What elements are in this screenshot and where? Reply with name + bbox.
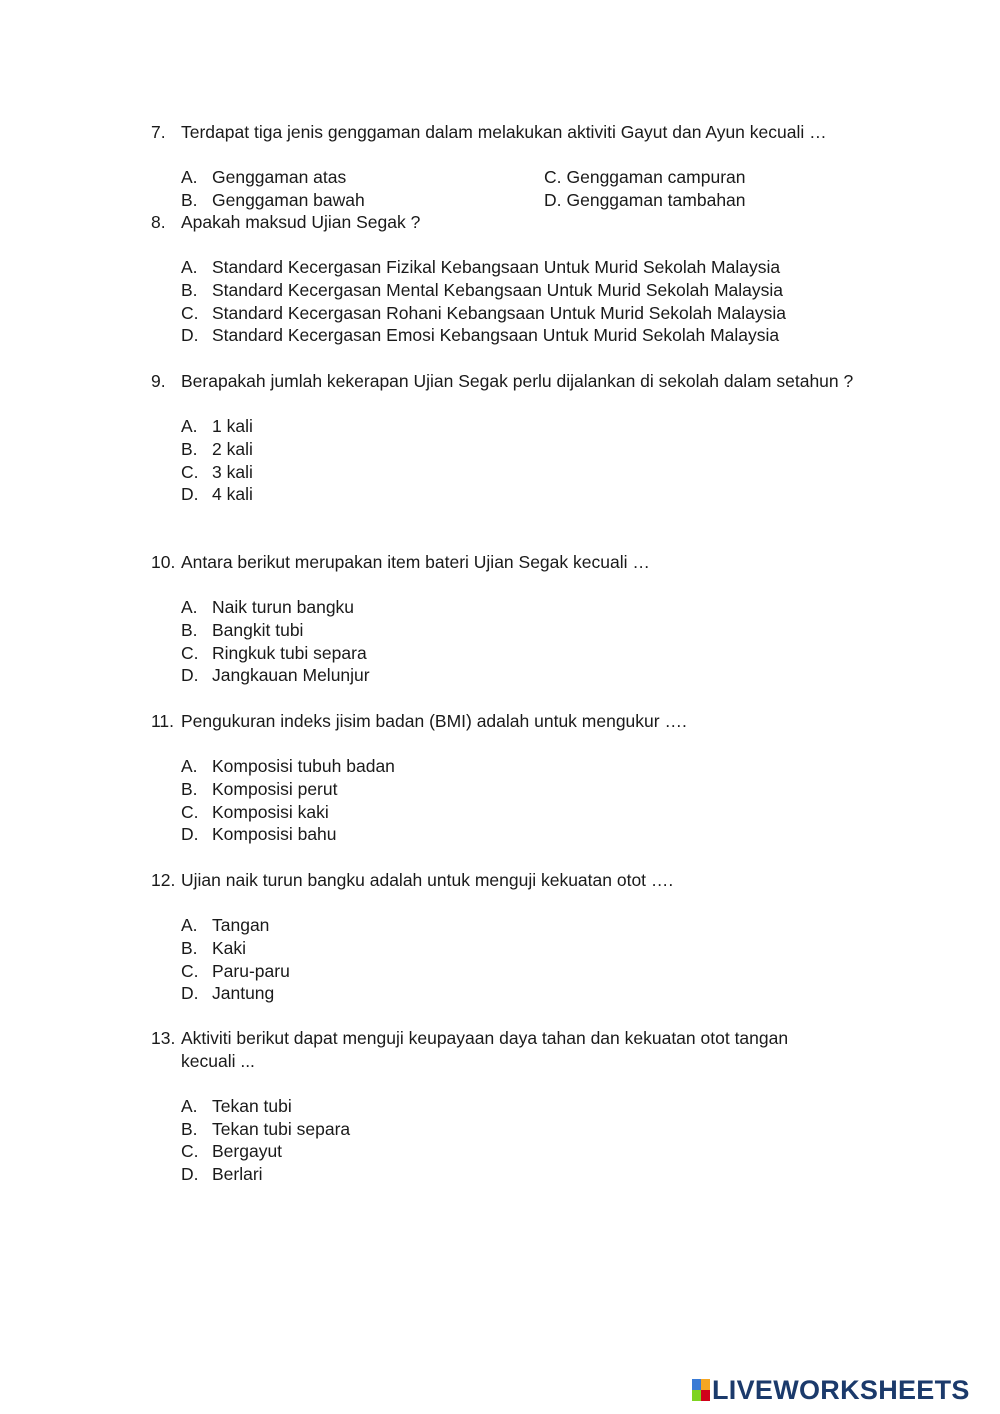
question-text: Aktiviti berikut dapat menguji keupayaan daya tahan dan kekuatan otot tangan kecuali ... [181, 1028, 789, 1071]
option-label: B. [181, 779, 198, 800]
option-label: D. [181, 665, 199, 686]
option-text: 3 kali [212, 461, 253, 482]
question-7 [151, 121, 891, 212]
option-c[interactable] [181, 960, 891, 983]
option-list [151, 415, 891, 506]
question-12 [151, 869, 891, 1005]
option-c[interactable] [181, 801, 891, 824]
option-text: Standard Kecergasan Emosi Kebangsaan Untuk Murid Sekolah Malaysia [212, 325, 780, 346]
option-a[interactable] [181, 256, 891, 279]
option-c[interactable] [181, 642, 891, 665]
option-label: A. [181, 416, 198, 437]
option-text: Komposisi kaki [212, 801, 329, 822]
option-text: Jangkauan Melunjur [212, 665, 370, 686]
option-list [151, 256, 891, 347]
option-d[interactable] [181, 1163, 891, 1186]
option-text: Ringkuk tubi separa [212, 642, 367, 663]
option-text: 1 kali [212, 416, 253, 437]
option-label: A. [181, 1096, 198, 1117]
option-list [151, 1095, 891, 1186]
option-label: D. [181, 1164, 199, 1185]
option-text: Genggaman bawah [212, 190, 365, 211]
option-a[interactable] [181, 415, 891, 438]
option-b[interactable] [181, 619, 891, 642]
option-text: Paru-paru [212, 960, 290, 981]
option-text: Genggaman campuran [566, 167, 746, 188]
question-text: Ujian naik turun bangku adalah untuk menguji kekuatan otot …. [181, 870, 674, 890]
question-text: Terdapat tiga jenis genggaman dalam melakukan aktiviti Gayut dan Ayun kecuali … [181, 122, 827, 142]
option-b[interactable] [181, 438, 891, 461]
option-b[interactable] [181, 1118, 891, 1141]
option-label: D. [544, 190, 562, 211]
option-text: Bangkit tubi [212, 620, 304, 641]
option-label: B. [181, 190, 198, 211]
question-number: 7. [151, 122, 166, 142]
option-d[interactable] [181, 664, 891, 687]
option-list [151, 596, 891, 687]
option-label: C. [181, 801, 199, 822]
logo-mark-icon [692, 1379, 710, 1401]
option-d[interactable] [544, 189, 844, 212]
question-number: 11. [151, 711, 175, 731]
question-number: 13. [151, 1028, 176, 1048]
option-label: A. [181, 597, 198, 618]
option-label: D. [181, 983, 199, 1004]
option-text: Bergayut [212, 1141, 283, 1162]
logo-square-4 [701, 1390, 710, 1401]
option-b[interactable] [181, 189, 544, 212]
option-text: Standard Kecergasan Fizikal Kebangsaan Untuk Murid Sekolah Malaysia [212, 257, 781, 278]
question-11 [151, 710, 891, 846]
option-text: Genggaman tambahan [566, 190, 746, 211]
option-d[interactable] [181, 324, 891, 347]
option-label: B. [181, 938, 198, 959]
option-label: A. [181, 167, 198, 188]
option-text: Genggaman atas [212, 167, 347, 188]
question-8 [151, 211, 891, 347]
option-c[interactable] [181, 1140, 891, 1163]
option-text: Tangan [212, 915, 270, 936]
option-d[interactable] [181, 982, 891, 1005]
liveworksheets-logo [692, 1376, 970, 1404]
option-label: C. [181, 960, 199, 981]
option-text: Komposisi bahu [212, 824, 337, 845]
question-text: Antara berikut merupakan item bateri Ujian Segak kecuali … [181, 552, 650, 572]
question-number: 12. [151, 870, 176, 890]
logo-square-2 [701, 1379, 710, 1390]
option-a[interactable] [181, 166, 544, 189]
option-text: Berlari [212, 1164, 263, 1185]
option-text: Standard Kecergasan Rohani Kebangsaan Untuk Murid Sekolah Malaysia [212, 302, 786, 323]
option-a[interactable] [181, 755, 891, 778]
option-label: D. [181, 824, 199, 845]
option-text: Standard Kecergasan Mental Kebangsaan Untuk Murid Sekolah Malaysia [212, 280, 784, 301]
logo-square-1 [692, 1379, 701, 1390]
question-text: Berapakah jumlah kekerapan Ujian Segak perlu dijalankan di sekolah dalam setahun ? [181, 371, 854, 391]
option-label: C. [544, 167, 562, 188]
option-label: A. [181, 756, 198, 777]
option-list [151, 166, 891, 211]
option-a[interactable] [181, 596, 891, 619]
option-label: B. [181, 439, 198, 460]
option-label: B. [181, 280, 198, 301]
option-text: Kaki [212, 938, 247, 959]
option-text: Komposisi tubuh badan [212, 756, 395, 777]
option-text: 2 kali [212, 439, 253, 460]
option-d[interactable] [181, 483, 891, 506]
option-label: B. [181, 620, 198, 641]
option-text: 4 kali [212, 484, 253, 505]
question-10 [151, 551, 891, 687]
logo-text: LIVEWORKSHEETS [712, 1375, 970, 1405]
option-label: D. [181, 325, 199, 346]
option-b[interactable] [181, 279, 891, 302]
option-label: C. [181, 302, 199, 323]
option-label: C. [181, 461, 199, 482]
question-text: Pengukuran indeks jisim badan (BMI) adalah untuk mengukur …. [181, 711, 687, 731]
option-text: Tekan tubi [212, 1096, 292, 1117]
option-text: Tekan tubi separa [212, 1118, 351, 1139]
option-a[interactable] [181, 914, 891, 937]
question-9 [151, 370, 891, 506]
option-text: Jantung [212, 983, 275, 1004]
question-13 [151, 1027, 891, 1186]
question-number: 10. [151, 552, 176, 572]
option-text: Naik turun bangku [212, 597, 355, 618]
option-d[interactable] [181, 823, 891, 846]
option-list [151, 914, 891, 1005]
option-label: C. [181, 1141, 199, 1162]
option-b[interactable] [181, 937, 891, 960]
option-c[interactable] [544, 166, 844, 189]
option-a[interactable] [181, 1095, 891, 1118]
question-text: Apakah maksud Ujian Segak ? [181, 212, 421, 232]
option-list [151, 755, 891, 846]
option-c[interactable] [181, 461, 891, 484]
option-b[interactable] [181, 778, 891, 801]
option-label: A. [181, 915, 198, 936]
question-number: 8. [151, 212, 166, 232]
option-label: C. [181, 642, 199, 663]
logo-square-3 [692, 1390, 701, 1401]
option-label: A. [181, 257, 198, 278]
option-label: D. [181, 484, 199, 505]
option-label: B. [181, 1118, 198, 1139]
question-number: 9. [151, 371, 166, 391]
option-text: Komposisi perut [212, 779, 338, 800]
option-c[interactable] [181, 302, 891, 325]
